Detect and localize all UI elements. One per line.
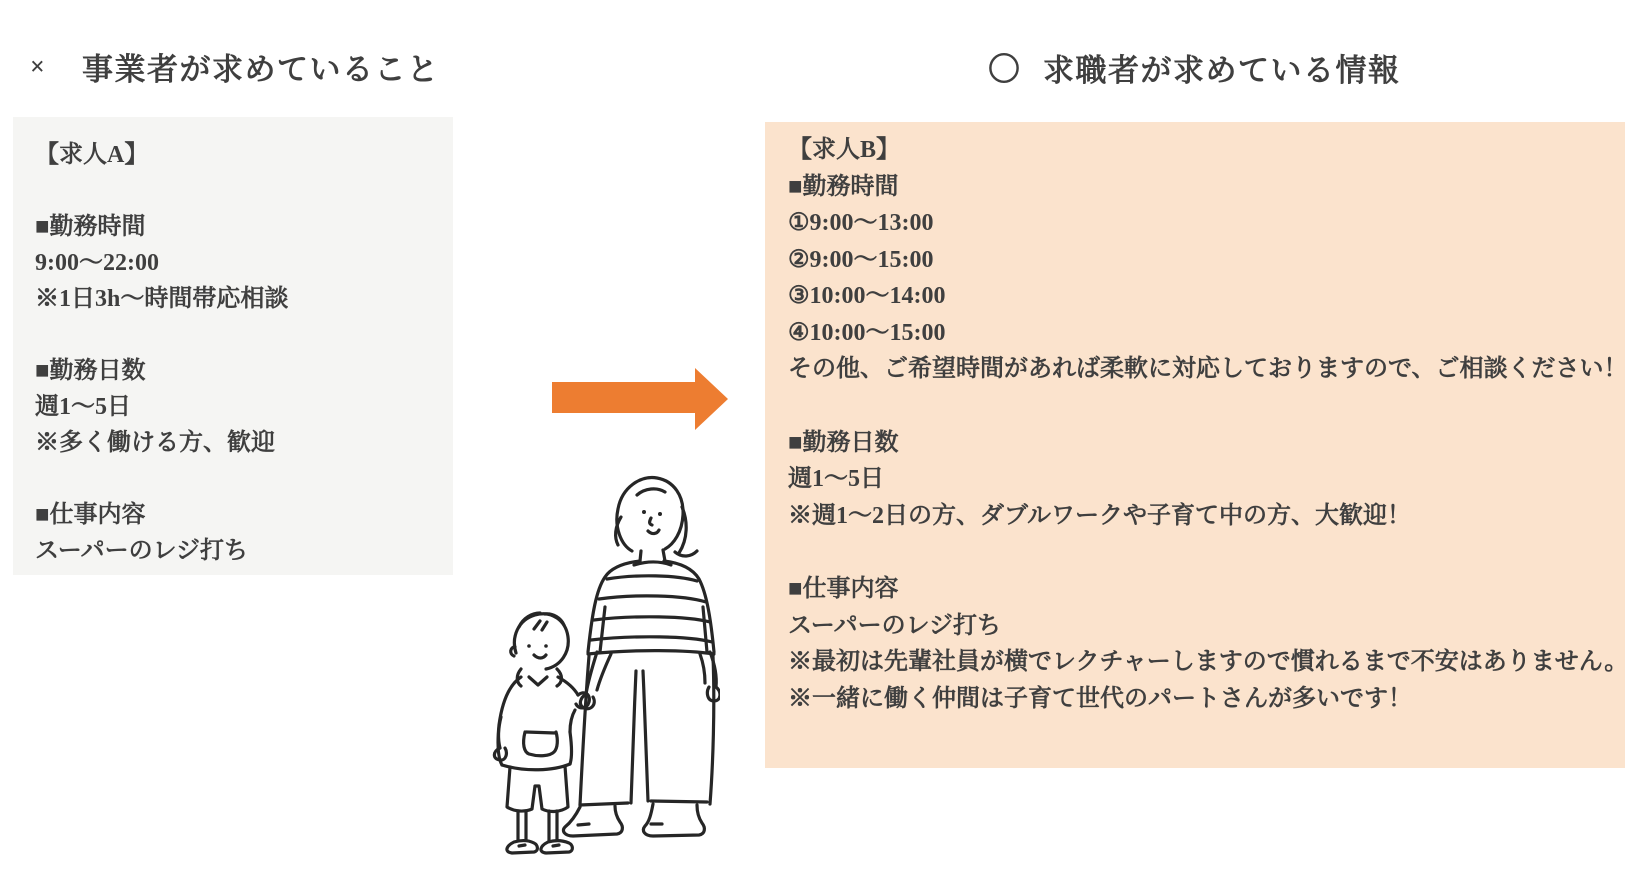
mother-and-child-illustration — [485, 455, 720, 860]
section-heading: ■勤務日数 — [35, 358, 146, 384]
job-b-work-section — [788, 571, 1629, 717]
section-heading: ■勤務日数 — [788, 429, 899, 456]
job-a-work-section — [35, 497, 431, 569]
section-line: スーパーのレジ打ち — [788, 612, 1001, 639]
section-line: ※1日3h〜時間帯応相談 — [35, 286, 289, 312]
job-b-days-section — [788, 425, 1602, 535]
section-line: ※一緒に働く仲間は子育て世代のパートさんが多いです！ — [788, 685, 1412, 712]
section-line: ※週1〜2日の方、ダブルワークや子育て中の方、大歓迎！ — [788, 502, 1412, 529]
section-line: ①9:00〜13:00 — [788, 210, 934, 236]
left-section-header — [30, 44, 440, 89]
section-line: 9:00〜22:00 — [35, 250, 159, 276]
section-line: ②9:00〜15:00 — [788, 246, 934, 273]
section-line: 週1〜5日 — [788, 466, 884, 492]
section-line: その他、ご希望時間があれば柔軟に対応しておりますので、ご相談ください！ — [788, 356, 1628, 382]
section-line: 週1〜5日 — [35, 394, 131, 420]
job-posting-b-card — [765, 122, 1629, 768]
section-line: ※多く働ける方、歓迎 — [35, 430, 275, 456]
job-b-title: 【求人B】 — [788, 137, 901, 163]
section-heading: ■仕事内容 — [35, 502, 146, 528]
job-a-title: 【求人A】 — [35, 142, 149, 168]
circle-marker: 〇 — [988, 51, 1021, 87]
section-line: ③10:00〜14:00 — [788, 283, 946, 309]
job-posting-a-card — [13, 117, 453, 575]
section-heading: ■仕事内容 — [788, 576, 899, 602]
section-heading: ■勤務時間 — [788, 173, 899, 200]
job-a-hours-section — [35, 209, 431, 317]
right-arrow-icon — [552, 368, 728, 430]
section-line: スーパーのレジ打ち — [35, 538, 248, 564]
section-line: ④10:00〜15:00 — [788, 319, 946, 346]
right-section-title: 求職者が求めている情報 — [1043, 52, 1401, 88]
job-b-hours-section — [788, 169, 1628, 388]
job-a-days-section — [35, 353, 431, 461]
section-heading: ■勤務時間 — [35, 214, 146, 240]
cross-marker: × — [30, 51, 45, 81]
right-section-header — [988, 44, 1401, 90]
left-section-title: 事業者が求めていること — [82, 52, 440, 87]
section-line: ※最初は先輩社員が横でレクチャーしますので慣れるまで不安はありません。 — [788, 649, 1629, 675]
